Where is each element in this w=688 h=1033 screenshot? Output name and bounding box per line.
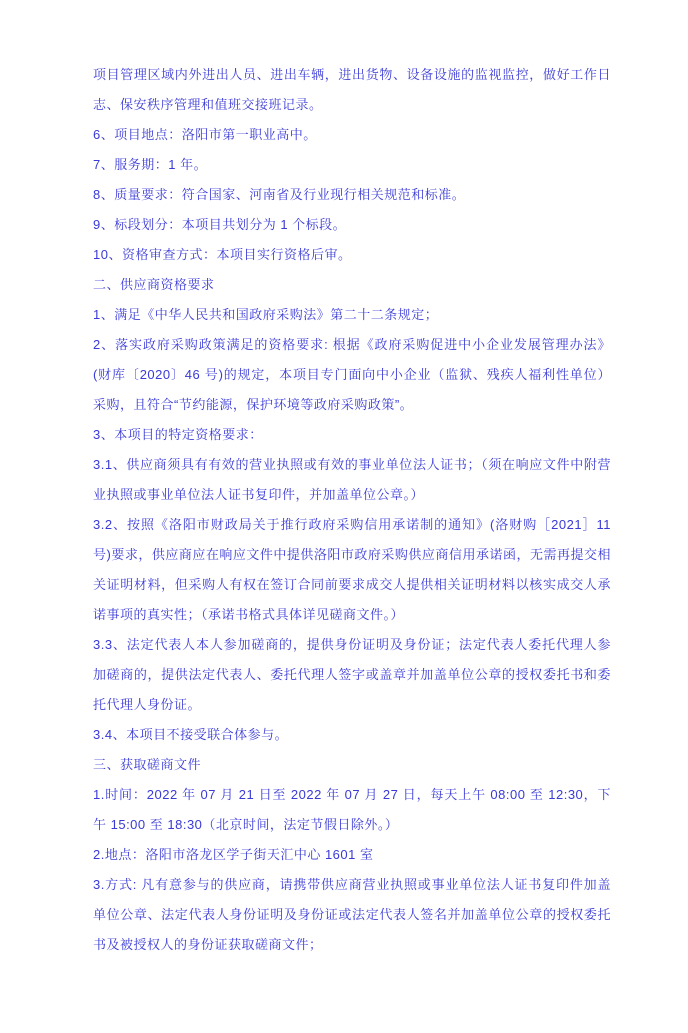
section-2-heading-supplier-qualifications: 二、供应商资格要求 — [93, 277, 215, 292]
item-3-4-no-consortium: 3.4、本项目不接受联合体参与。 — [93, 727, 289, 742]
section-3-heading-obtain-documents: 三、获取磋商文件 — [93, 757, 202, 772]
item-2-3-specific-requirements: 3、本项目的特定资格要求： — [93, 427, 263, 442]
item-obtain-location: 2.地点：洛阳市洛龙区学子街天汇中心 1601 室 — [93, 847, 374, 862]
item-2-2-procurement-policy: 2、落实政府采购政策满足的资格要求: 根据《政府采购促进中小企业发展管理办法》(财库〔2020〕46 号)的规定，本项目专门面向中小企业（监狱、残疾人福利性单位）采购，且符合“节约能源，保护环境等政府采购政策”。 — [93, 337, 611, 412]
item-obtain-time: 1.时间：2022 年 07 月 21 日至 2022 年 07 月 27 日，每天上午 08:00 至 12:30，下午 15:00 至 18:30（北京时间，法定节假日除外。） — [93, 787, 611, 832]
item-7-service-period: 7、服务期：1 年。 — [93, 157, 208, 172]
item-3-3-legal-representative: 3.3、法定代表人本人参加磋商的，提供身份证明及身份证；法定代表人委托代理人参加磋商的，提供法定代表人、委托代理人签字或盖章并加盖单位公章的授权委托书和委托代理人身份证。 — [93, 637, 611, 712]
item-2-1-law-article-22: 1、满足《中华人民共和国政府采购法》第二十二条规定； — [93, 307, 439, 322]
item-9-bid-sections: 9、标段划分：本项目共划分为 1 个标段。 — [93, 217, 347, 232]
item-8-quality-requirement: 8、质量要求：符合国家、河南省及行业现行相关规范和标准。 — [93, 187, 466, 202]
item-obtain-method: 3.方式: 凡有意参与的供应商，请携带供应商营业执照或事业单位法人证书复印件加盖单位公章、法定代表人身份证明及身份证或法定代表人签名并加盖单位公章的授权委托书及被授权人的身份证获取磋商文件； — [93, 877, 611, 952]
item-6-project-location: 6、项目地点：洛阳市第一职业高中。 — [93, 127, 317, 142]
item-10-qualification-review: 10、资格审查方式：本项目实行资格后审。 — [93, 247, 352, 262]
paragraph-continuation-surveillance: 项目管理区域内外进出人员、进出车辆，进出货物、设备设施的监视监控，做好工作日志、保安秩序管理和值班交接班记录。 — [93, 67, 611, 112]
item-3-1-business-license: 3.1、供应商须具有有效的营业执照或有效的事业单位法人证书；（须在响应文件中附营业执照或事业单位法人证书复印件，并加盖单位公章。） — [93, 457, 611, 502]
item-3-2-credit-commitment: 3.2、按照《洛阳市财政局关于推行政府采购信用承诺制的通知》(洛财购［2021］11 号)要求，供应商应在响应文件中提供洛阳市政府采购供应商信用承诺函，无需再提交相关证明材料，但采购人有权在签订合同前要求成交人提供相关证明材料以核实成交人承诺事项的真实性；（承诺书格式具体详见磋商文件。） — [93, 517, 611, 622]
document-content — [93, 60, 611, 960]
